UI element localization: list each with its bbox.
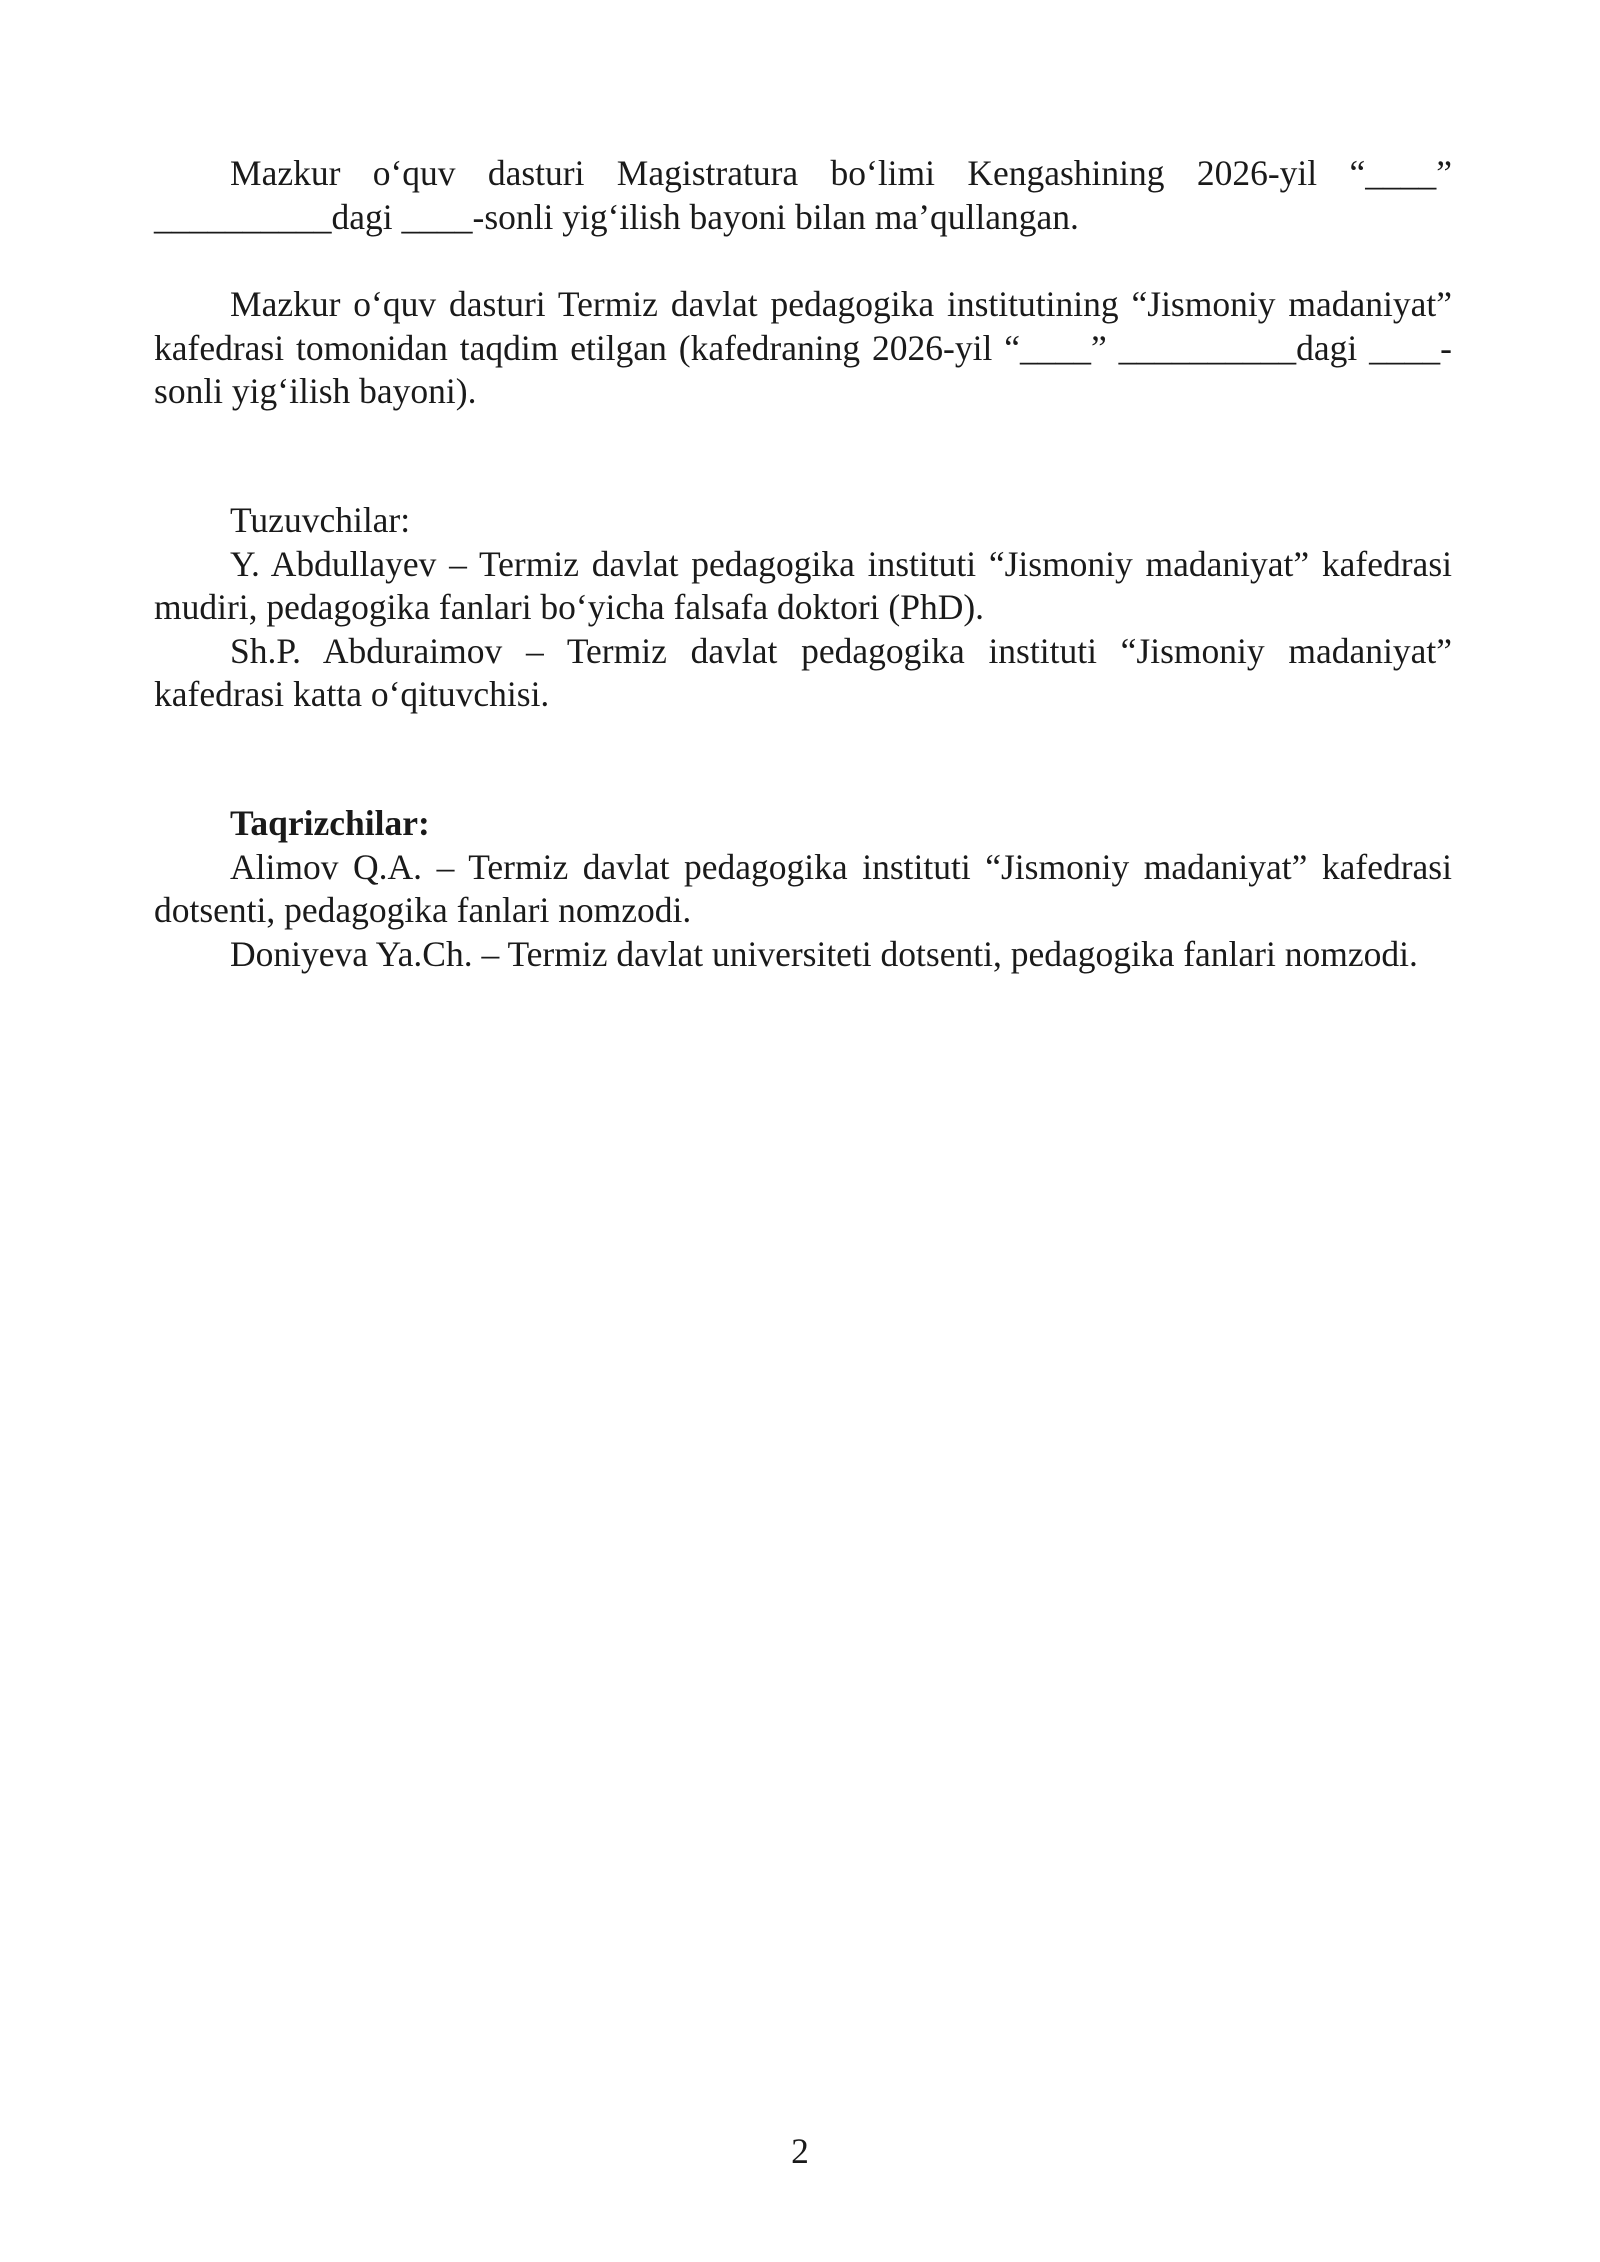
approval-section: [154, 152, 1452, 239]
author-item: Y. Abdullayev – Termiz davlat pedagogika instituti “Jismoniy madaniyat” kafedrasi mudiri, pedagogika fanlari bo‘yicha falsafa doktori (PhD).: [154, 543, 1452, 627]
reviewers-heading: Taqrizchilar:: [230, 803, 430, 843]
department-section: [154, 283, 1452, 414]
reviewer-item: Alimov Q.A. – Termiz davlat pedagogika instituti “Jismoniy madaniyat” kafedrasi dotsenti, pedagogika fanlari nomzodi.: [154, 846, 1452, 930]
council-approval-paragraph: Mazkur o‘quv dasturi Magistratura bo‘limi Kengashining 2026-yil “____” __________dagi ____-sonli yig‘ilish bayoni bilan ma’qullangan.: [154, 153, 1452, 237]
authors-heading: Tuzuvchilar:: [230, 500, 411, 540]
page-number: 2: [791, 2131, 809, 2171]
author-item: Sh.P. Abduraimov – Termiz davlat pedagogika instituti “Jismoniy madaniyat” kafedrasi katta o‘qituvchisi.: [154, 630, 1452, 714]
authors-section: [154, 499, 1452, 717]
reviewer-item: Doniyeva Ya.Ch. – Termiz davlat universiteti dotsenti, pedagogika fanlari nomzodi.: [230, 933, 1418, 974]
reviewers-section: [154, 802, 1452, 976]
department-approval-paragraph: Mazkur o‘quv dasturi Termiz davlat pedagogika institutining “Jismoniy madaniyat” kafedrasi tomonidan taqdim etilgan (kafedraning 2026-yil “____” __________dagi ____-sonli yig‘ilish bayoni).: [154, 284, 1452, 411]
